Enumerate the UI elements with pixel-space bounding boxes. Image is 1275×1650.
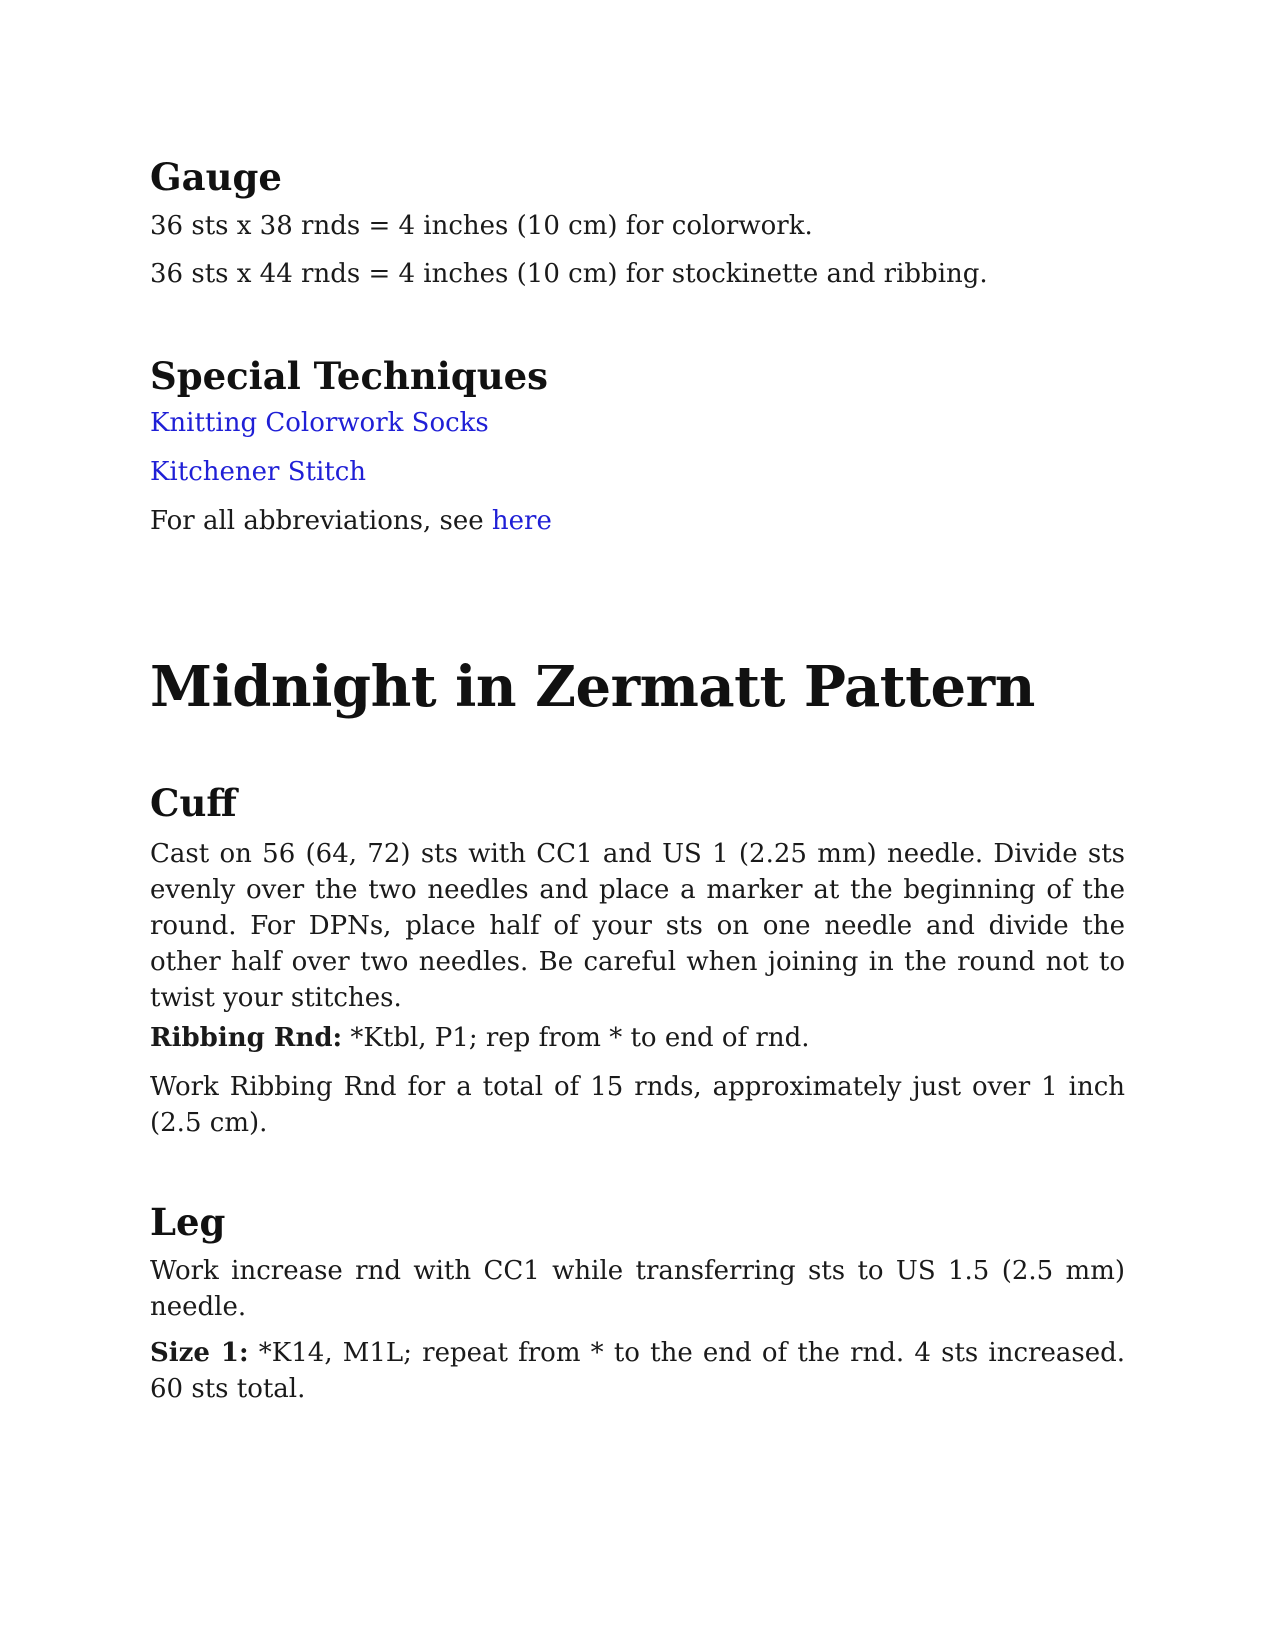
size1-text: *K14, M1L; repeat from * to the end of the rnd. 4 sts increased. 60 sts total. — [150, 1338, 1125, 1404]
ribbing-round-line — [150, 1020, 809, 1056]
leg-heading: Leg — [150, 1200, 226, 1244]
abbreviations-text: For all abbreviations, see — [150, 506, 492, 536]
ribbing-work-paragraph: Work Ribbing Rnd for a total of 15 rnds, approximately just over 1 inch (2.5 cm). — [150, 1072, 1125, 1138]
abbreviations-line — [150, 503, 552, 539]
size1-paragraph — [150, 1335, 1125, 1407]
gauge-stockinette-line: 36 sts x 44 rnds = 4 inches (10 cm) for stockinette and ribbing. — [150, 259, 988, 289]
colorwork-socks-link-line — [150, 405, 489, 441]
cuff-heading: Cuff — [150, 781, 237, 825]
kitchener-stitch-link-line — [150, 454, 366, 490]
kitchener-stitch-link[interactable]: Kitchener Stitch — [150, 457, 367, 487]
size1-label: Size 1: — [150, 1338, 249, 1368]
knitting-colorwork-socks-link[interactable]: Knitting Colorwork Socks — [150, 408, 489, 438]
ribbing-round-label: Ribbing Rnd: — [150, 1023, 343, 1053]
leg-intro-paragraph: Work increase rnd with CC1 while transferring sts to US 1.5 (2.5 mm) needle. — [150, 1256, 1125, 1322]
ribbing-round-text: *Ktbl, P1; rep from * to end of rnd. — [342, 1023, 810, 1053]
special-techniques-heading: Special Techniques — [150, 354, 548, 398]
gauge-heading: Gauge — [150, 155, 282, 199]
gauge-colorwork-line: 36 sts x 38 rnds = 4 inches (10 cm) for colorwork. — [150, 211, 813, 241]
abbreviations-here-link[interactable]: here — [491, 506, 552, 536]
cuff-intro-paragraph: Cast on 56 (64, 72) sts with CC1 and US 1 (2.25 mm) needle. Divide sts evenly over the two needles and place a marker at the beginning of the round. For DPNs, place half of your sts on one needle and divide the other half over two needles. Be careful when joining in the round not to twist your stitches. — [150, 839, 1125, 1013]
pattern-title: Midnight in Zermatt Pattern — [150, 654, 1035, 720]
